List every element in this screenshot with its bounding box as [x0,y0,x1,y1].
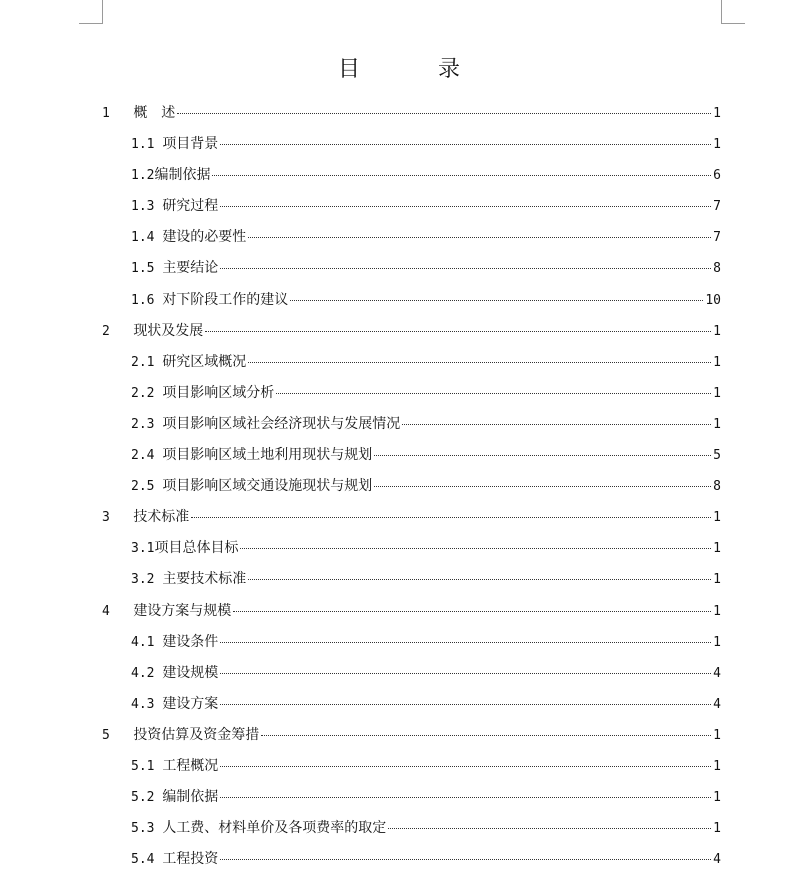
toc-entry-page-number: 1 [713,354,721,370]
toc-entry-number: 5.4 [131,852,155,868]
toc-entry-separator [154,844,162,875]
toc-entry-title: 建设方案与规模 [133,602,232,619]
toc-dot-leader [248,362,711,363]
toc-entry-title: 项目影响区域交通设施现状与规划 [162,478,373,495]
toc-entry[interactable] [102,596,721,627]
toc-entry-number: 4.3 [131,696,155,712]
toc-entry[interactable] [102,160,721,191]
toc-entry-number: 1.6 [131,292,155,308]
crop-mark-top-left [79,0,103,24]
toc-entry-separator [154,222,162,253]
toc-entry-page-number: 1 [713,510,721,526]
toc-entry[interactable] [102,564,721,595]
toc-entry-number: 4.1 [131,634,155,650]
toc-entry-title: 技术标准 [133,509,190,526]
toc-dot-leader [220,797,711,798]
toc-entry-page-number: 1 [713,137,721,153]
toc-entry-separator [154,285,162,316]
toc-entry-separator [154,751,162,782]
toc-entry[interactable] [102,285,721,316]
toc-entry-separator [110,596,133,627]
toc-dot-leader [177,113,711,114]
toc-dot-leader [220,144,711,145]
toc-entry-title: 研究过程 [162,198,219,215]
toc-entry-separator [110,316,133,347]
toc-entry[interactable] [102,627,721,658]
toc-entry[interactable] [102,502,721,533]
toc-entry-number: 5.1 [131,758,155,774]
toc-entry-title: 概 述 [133,105,176,121]
toc-entry[interactable] [102,98,721,129]
toc-entry-title: 项目影响区域分析 [162,384,275,401]
toc-dot-leader [220,766,711,767]
toc-dot-leader [220,673,711,674]
toc-entry[interactable] [102,844,721,875]
toc-entry-page-number: 8 [713,261,721,277]
toc-entry-number: 1.1 [131,137,155,153]
toc-entry-title: 编制依据 [162,789,219,806]
toc-entry-separator [154,658,162,689]
toc-entry-number: 2.1 [131,354,155,370]
toc-entry-page-number: 4 [713,696,721,712]
toc-entry-page-number: 1 [713,790,721,806]
toc-dot-leader [220,268,711,269]
toc-entry-separator [154,191,162,222]
toc-entry-page-number: 1 [713,603,721,619]
toc-entry[interactable] [102,471,721,502]
toc-entry-separator [110,98,133,129]
toc-entry[interactable] [102,316,721,347]
toc-entry-number: 3.1 [131,541,155,557]
toc-entry-separator [154,782,162,813]
toc-entry-page-number: 8 [713,479,721,495]
toc-dot-leader [261,735,711,736]
toc-entry-number: 1 [102,106,110,121]
toc-dot-leader [388,828,711,829]
toc-dot-leader [205,331,711,332]
toc-entry-page-number: 1 [713,727,721,743]
toc-entry-title: 建设规模 [162,664,219,681]
toc-entry-separator [154,564,162,595]
toc-entry-separator [110,502,133,533]
toc-entry[interactable] [102,440,721,471]
toc-entry-title: 现状及发展 [133,322,204,339]
toc-entry[interactable] [102,378,721,409]
toc-entry[interactable] [102,813,721,844]
toc-entry-number: 5.2 [131,790,155,806]
toc-dot-leader [212,175,711,176]
toc-entry-title: 建设条件 [162,633,219,650]
toc-dot-leader [220,206,711,207]
toc-entry-title: 编制依据 [154,167,211,184]
toc-dot-leader [374,486,711,487]
toc-entry-separator [110,720,133,751]
toc-entry-separator [154,347,162,378]
toc-entry[interactable] [102,409,721,440]
toc-entry-page-number: 4 [713,852,721,868]
toc-entry-separator [154,129,162,160]
toc-dot-leader [233,611,711,612]
toc-entry-title: 建设方案 [162,695,219,712]
toc-entry-title: 研究区域概况 [162,353,247,370]
toc-dot-leader [191,517,711,518]
toc-entry-number: 1.2 [131,168,155,184]
toc-entry-page-number: 1 [713,106,721,121]
toc-entry[interactable] [102,191,721,222]
toc-entry-title: 工程投资 [162,851,219,868]
toc-entry-separator [154,409,162,440]
toc-entry-page-number: 1 [713,416,721,432]
toc-entry-page-number: 4 [713,665,721,681]
toc-entry-page-number: 1 [713,541,721,557]
toc-entry-page-number: 1 [713,821,721,837]
toc-entry-number: 2.4 [131,448,155,464]
toc-entry-number: 4 [102,603,110,619]
toc-entry-page-number: 7 [713,199,721,215]
toc-dot-leader [248,579,711,580]
toc-entry-separator [154,627,162,658]
toc-entry-separator [154,471,162,502]
toc-entry-separator [154,378,162,409]
toc-entry-title: 人工费、材料单价及各项费率的取定 [162,820,387,837]
toc-entry-number: 3 [102,510,110,526]
toc-dot-leader [290,300,703,301]
toc-entry-number: 1.5 [131,261,155,277]
toc-entry-page-number: 1 [713,385,721,401]
toc-entry-number: 4.2 [131,665,155,681]
toc-entry-title: 项目影响区域土地利用现状与规划 [162,447,373,464]
toc-dot-leader [276,393,711,394]
toc-entry[interactable] [102,720,721,751]
toc-dot-leader [402,424,711,425]
toc-dot-leader [240,548,711,549]
toc-entry-title: 对下阶段工作的建议 [162,291,289,308]
toc-dot-leader [220,859,711,860]
toc-entry[interactable] [102,253,721,284]
toc-entry[interactable] [102,129,721,160]
toc-entry-page-number: 7 [713,230,721,246]
toc-entry-page-number: 1 [713,758,721,774]
toc-entry-number: 2.5 [131,479,155,495]
toc-entry-number: 2 [102,323,110,339]
toc-entry-title: 主要结论 [162,260,219,277]
toc-entry-title: 主要技术标准 [162,571,247,588]
toc-dot-leader [220,704,711,705]
toc-entry[interactable] [102,658,721,689]
toc-entry-page-number: 5 [713,448,721,464]
toc-entry-page-number: 1 [713,572,721,588]
toc-entry-separator [154,440,162,471]
toc-entry-page-number: 10 [705,292,721,308]
toc-dot-leader [374,455,711,456]
toc-entry-number: 5.3 [131,821,155,837]
toc-entry-title: 投资估算及资金筹措 [133,726,260,743]
toc-entry[interactable] [102,782,721,813]
crop-mark-top-right [721,0,745,24]
toc-entry[interactable] [102,533,721,564]
toc-entry-number: 2.2 [131,385,155,401]
toc-entry-page-number: 1 [713,634,721,650]
toc-entry-number: 2.3 [131,416,155,432]
toc-entry-page-number: 6 [713,168,721,184]
toc-entry-title: 工程概况 [162,757,219,774]
toc-entry-separator [154,813,162,844]
toc-entry-number: 1.4 [131,230,155,246]
toc-entry-title: 建设的必要性 [162,229,247,246]
toc-entry-number: 3.2 [131,572,155,588]
toc-entry[interactable] [102,689,721,720]
toc-entry[interactable] [102,222,721,253]
toc-entry-title: 项目总体目标 [154,540,239,557]
toc-dot-leader [248,237,711,238]
toc-entry-separator [154,689,162,720]
toc-entry-title: 项目背景 [162,136,219,153]
toc-entry-title: 项目影响区域社会经济现状与发展情况 [162,415,401,432]
toc-entry-number: 1.3 [131,199,155,215]
toc-entry-separator [154,253,162,284]
toc-dot-leader [220,642,711,643]
toc-heading: 目 录 [337,57,488,82]
toc-entry-page-number: 1 [713,323,721,339]
table-of-contents [102,98,721,875]
toc-entry[interactable] [102,347,721,378]
toc-entry-number: 5 [102,727,110,743]
toc-entry[interactable] [102,751,721,782]
